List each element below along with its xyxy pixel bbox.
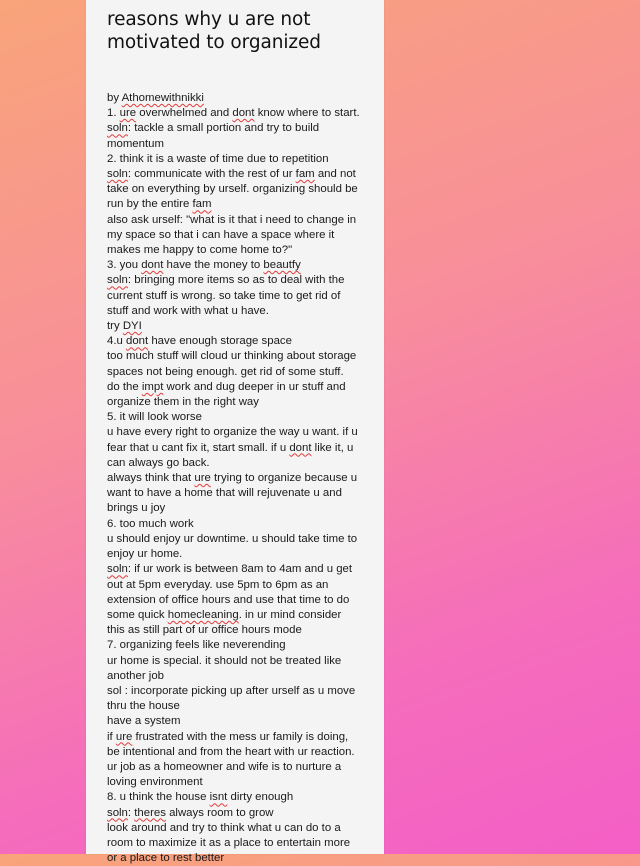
text-segment: this as still part of ur office hours mode	[107, 624, 302, 637]
note-body	[107, 91, 374, 866]
note-line	[107, 714, 374, 729]
note-line	[107, 608, 374, 623]
text-segment: and not	[314, 168, 356, 181]
note-line	[107, 304, 374, 319]
note-line	[107, 578, 374, 593]
note-line	[107, 289, 374, 304]
text-segment: another job	[107, 669, 164, 682]
text-segment: have a system	[107, 715, 181, 728]
text-segment: :	[127, 806, 135, 819]
note-line	[107, 365, 374, 380]
text-segment: can always go back.	[107, 456, 210, 469]
note-line	[107, 699, 374, 714]
spellcheck-word: dont	[232, 107, 255, 120]
text-segment: know where to start.	[254, 107, 360, 120]
text-segment: 3. you	[107, 259, 142, 272]
text-segment: momentum	[107, 137, 164, 150]
text-segment: sol : incorporate picking up after urself as u move	[107, 684, 356, 697]
text-segment: thru the house	[107, 700, 180, 713]
note-line	[107, 228, 374, 243]
text-segment: also ask urself: "what is it that i need to change in	[107, 213, 357, 226]
text-segment: do the	[107, 380, 142, 393]
note-line	[107, 91, 374, 106]
text-segment: have enough storage space	[148, 335, 292, 348]
text-segment: spaces not being enough. get rid of some stuff.	[107, 365, 344, 378]
text-segment: like it, u	[311, 441, 354, 454]
spellcheck-word: dont	[126, 335, 149, 348]
note-line	[107, 380, 374, 395]
text-segment: run by the entire	[107, 198, 193, 211]
spellcheck-word: dont	[289, 441, 312, 454]
spellcheck-word: Athomewithnikki	[121, 92, 204, 104]
text-segment: have the money to	[163, 259, 264, 272]
note-title	[107, 8, 374, 54]
text-segment: 1.	[107, 107, 120, 120]
text-segment: 6. too much work	[107, 517, 194, 530]
note-line	[107, 167, 374, 182]
note-line	[107, 197, 374, 212]
note-line	[107, 410, 374, 425]
note-line	[107, 806, 374, 821]
spellcheck-word: isnt	[209, 791, 228, 804]
note-line	[107, 456, 374, 471]
note-line	[107, 623, 374, 638]
text-segment: ur home is special. it should not be treated like	[107, 654, 342, 667]
text-segment: always think that	[107, 472, 195, 485]
note-line	[107, 319, 374, 334]
note-line	[107, 821, 374, 836]
spellcheck-word: soln	[107, 122, 128, 135]
note-line	[107, 349, 374, 364]
note-line	[107, 593, 374, 608]
note-line	[107, 654, 374, 669]
text-segment: : communicate with the rest of ur	[127, 168, 296, 181]
title-line-2: motivated to organized	[107, 32, 321, 53]
text-segment: too much stuff will cloud ur thinking about storage	[107, 350, 357, 363]
text-segment: be intentional and from the heart with ur reaction.	[107, 745, 355, 758]
text-segment: 2. think it is a waste of time due to repetition	[107, 152, 329, 165]
note-line	[107, 213, 374, 228]
note-line	[107, 258, 374, 273]
note-line	[107, 684, 374, 699]
note-line	[107, 137, 374, 152]
text-segment: ur job as a homeowner and wife is to nurture a	[107, 760, 342, 773]
note-line	[107, 547, 374, 562]
note-line	[107, 273, 374, 288]
note-line	[107, 334, 374, 349]
text-segment: work and dug deeper in ur stuff and	[163, 380, 346, 393]
text-segment: frustrated with the mess ur family is doing,	[132, 730, 349, 743]
note-line	[107, 517, 374, 532]
spellcheck-word: ure	[115, 730, 133, 743]
note-line	[107, 836, 374, 851]
spellcheck-word: soln	[107, 274, 128, 287]
spellcheck-word: impt	[141, 380, 164, 393]
note-line	[107, 501, 374, 516]
spellcheck-word: soln	[107, 168, 128, 181]
text-segment: enjoy ur home.	[107, 548, 183, 561]
text-segment: 4.u	[107, 335, 126, 348]
text-segment: try	[107, 320, 123, 333]
text-segment: if	[107, 730, 116, 743]
note-line	[107, 471, 374, 486]
text-segment: extension of office hours and use that time to do	[107, 593, 350, 606]
text-segment: my space so that i can have a space where it	[107, 228, 335, 241]
text-segment: brings u joy	[107, 502, 166, 515]
text-segment: overwhelmed and	[136, 107, 233, 120]
text-segment: loving environment	[107, 776, 203, 789]
note-line	[107, 775, 374, 790]
text-segment: some quick	[107, 608, 168, 621]
note-line	[107, 562, 374, 577]
text-segment: or a place to rest better	[107, 852, 225, 865]
note-line	[107, 532, 374, 547]
text-segment: : if ur work is between 8am to 4am and u get	[127, 563, 353, 576]
spellcheck-word: DYI	[122, 320, 142, 333]
note-page	[86, 0, 384, 865]
note-line	[107, 243, 374, 258]
text-segment: take on everything by urself. organizing should be	[107, 183, 358, 196]
note-line	[107, 121, 374, 136]
text-segment: look around and try to think what u can do to a	[107, 821, 341, 834]
text-segment: makes me happy to come home to?"	[107, 244, 293, 257]
text-segment: stuff and work with what u have.	[107, 304, 269, 317]
text-segment: want to have a home that will rejuvenate u and	[107, 487, 342, 500]
text-segment: by	[107, 92, 122, 104]
note-line	[107, 152, 374, 167]
text-segment: 7. organizing feels like neverending	[107, 639, 286, 652]
note-line	[107, 425, 374, 440]
note-line	[107, 730, 374, 745]
spellcheck-word: fam	[192, 198, 212, 211]
text-segment: dirty enough	[227, 791, 294, 804]
note-line	[107, 851, 374, 866]
note-line	[107, 395, 374, 410]
text-segment: . in ur mind consider	[238, 608, 342, 621]
text-segment: fear that u cant fix it, start small. if u	[107, 441, 290, 454]
spellcheck-word: ure	[194, 472, 211, 485]
text-segment: current stuff is wrong. so take time to get rid of	[107, 289, 341, 302]
text-segment: : bringing more items so as to deal with the	[127, 274, 345, 287]
note-line	[107, 669, 374, 684]
note-line	[107, 486, 374, 501]
text-segment: : tackle a small portion and try to build	[127, 122, 320, 135]
spellcheck-word: theres	[134, 806, 166, 819]
text-segment: u have every right to organize the way u want. if u	[107, 426, 358, 439]
note-line	[107, 638, 374, 653]
spellcheck-word: ure	[119, 107, 137, 120]
spellcheck-word: beautfy	[263, 259, 301, 272]
note-line	[107, 106, 374, 121]
note-line	[107, 182, 374, 197]
spellcheck-word: soln	[107, 563, 128, 576]
note-line	[107, 760, 374, 775]
text-segment: u should enjoy ur downtime. u should take time to	[107, 532, 358, 545]
title-line-1: reasons why u are not	[107, 9, 311, 30]
note-line	[107, 441, 374, 456]
text-segment: trying to organize because u	[210, 472, 358, 485]
text-segment: 5. it will look worse	[107, 411, 202, 424]
text-segment: organize them in the right way	[107, 396, 259, 409]
note-line	[107, 745, 374, 760]
spellcheck-word: dont	[141, 259, 164, 272]
text-segment: out at 5pm everyday. use 5pm to 6pm as an	[107, 578, 329, 591]
spellcheck-word: soln	[107, 806, 128, 819]
spellcheck-word: homecleaning	[167, 608, 239, 621]
spellcheck-word: fam	[295, 168, 315, 181]
text-segment: room to maximize it as a place to entertain more	[107, 836, 351, 849]
note-line	[107, 790, 374, 805]
text-segment: always room to grow	[165, 806, 274, 819]
text-segment: 8. u think the house	[107, 791, 210, 804]
